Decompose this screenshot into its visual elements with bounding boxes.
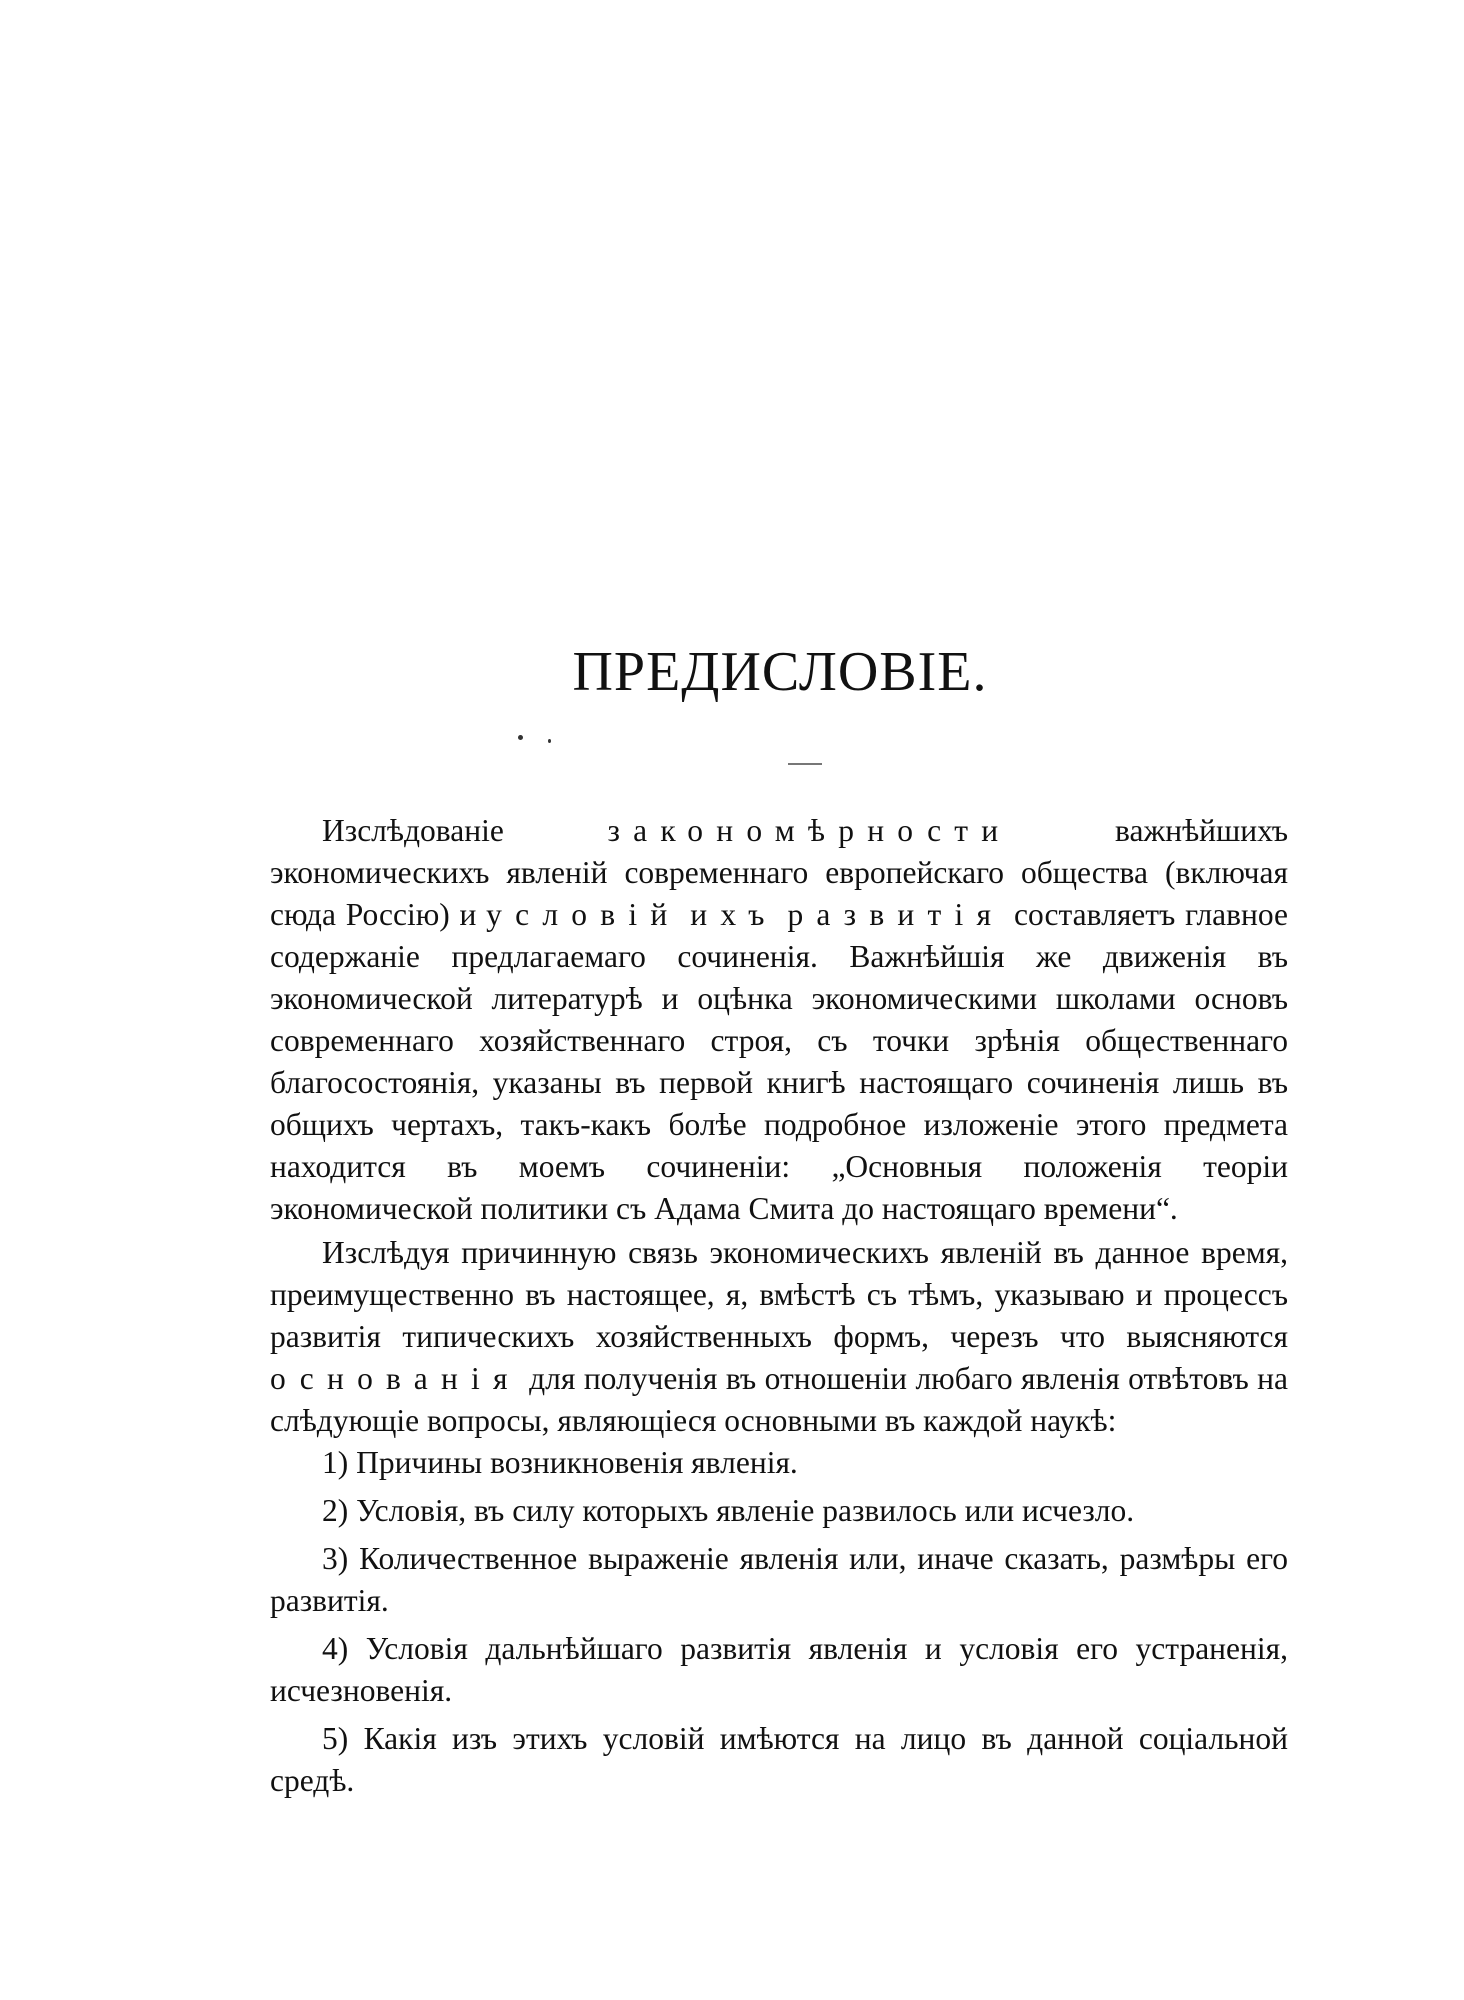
text-segment (778, 897, 788, 932)
text-segment (680, 897, 690, 932)
emphasized-text: развитія (787, 897, 1005, 932)
text-segment: важнѣйшихъ экономическихъ явленій современнаго европейскаго общества (включая сюда Россію) и (270, 813, 1288, 932)
list-item: 3) Количественное выраженіе явленія или, иначе сказать, размѣры его развитія. (270, 1541, 1288, 1618)
print-specks (510, 725, 830, 775)
list-item: 2) Условія, въ силу которыхъ явленіе развилось или исчезло. (322, 1493, 1135, 1528)
emphasized-text: закономѣрности (607, 813, 1012, 848)
list-item: 5) Какія изъ этихъ условій имѣются на лицо въ данной соціальной средѣ. (270, 1721, 1288, 1798)
paragraph-2 (270, 1232, 1288, 1442)
text-segment: Изслѣдуя причинную связь экономическихъ явленій въ данное время, преимущественно въ настоящее, я, вмѣстѣ съ тѣмъ, указываю и процессъ развитія типическихъ хозяйственныхъ формъ, черезъ что выясняются (270, 1235, 1288, 1354)
paragraph-1 (270, 810, 1288, 1230)
emphasized-text: ихъ (690, 897, 778, 932)
text-segment: составляетъ главное содержаніе предлагаемаго сочиненія. Важнѣйшія же движенія въ экономической литературѣ и оцѣнка экономическими школами основъ современнаго хозяйственнаго строя, съ точки зрѣнія общественнаго благосостоянія, указаны въ первой книгѣ настоящаго сочиненія лишь въ общихъ чертахъ, такъ-какъ болѣе подробное изложеніе этого предмета находится въ моемъ сочиненіи: „Основныя положенія теоріи экономической политики съ Адама Смита до настоящаго времени“. (270, 897, 1289, 1226)
list-item: 4) Условія дальнѣйшаго развитія явленія и условія его устраненія, исчезновенія. (270, 1631, 1288, 1708)
ink-speck (548, 739, 551, 743)
emphasized-text: условій (486, 897, 681, 932)
preface-body (270, 810, 1288, 1802)
text-segment: для полученія въ отношеніи любаго явленія отвѣтовъ на слѣдующіе вопросы, являющіеся основными въ каждой наукѣ: (270, 1361, 1288, 1438)
text-segment: Изслѣдованіе (322, 813, 608, 848)
rule-mark (788, 763, 822, 765)
ink-speck (518, 735, 523, 740)
list-item: 1) Причины возникновенія явленія. (322, 1445, 798, 1480)
page-title: ПРЕДИСЛОВІЕ. (572, 641, 988, 703)
emphasized-text: основанія (270, 1361, 521, 1396)
